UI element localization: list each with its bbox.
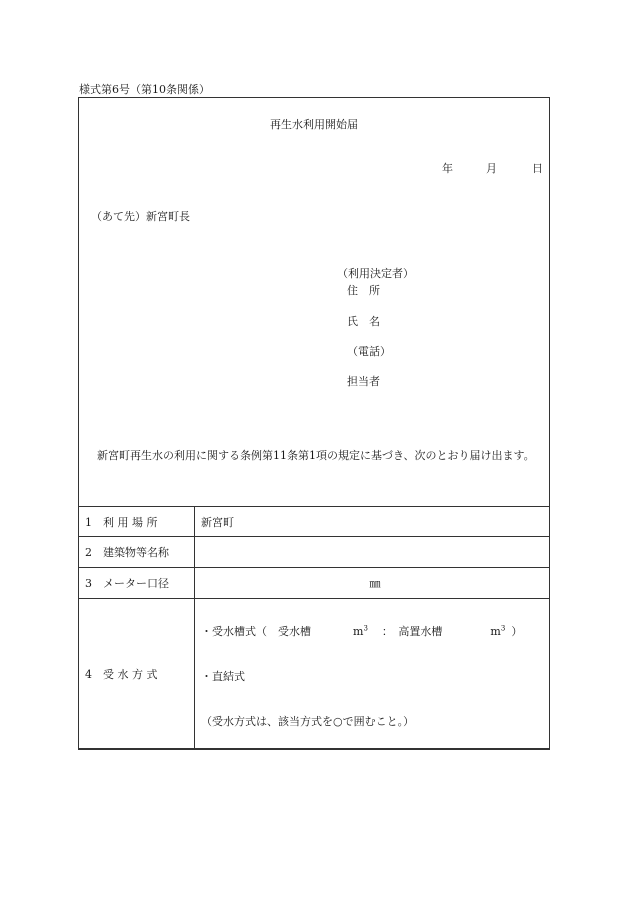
form-title: 再生水利用開始届 [270,118,358,131]
date-month: 月 [486,162,497,175]
row-label-meter: 3 メーター口径 [79,568,195,599]
tank-method-option[interactable] [201,623,522,639]
staff-label: 担当者 [347,375,380,388]
notification-form [78,97,550,749]
building-name-field[interactable] [195,537,550,568]
elevated-unit-sup: 3 [500,624,506,633]
tank-prefix: ・受水槽式（ 受水槽 [201,625,311,638]
row-label-building: 2 建築物等名称 [79,537,195,568]
details-table [78,506,550,750]
addressee: （あて先）新宮町長 [91,210,190,223]
date-day: 日 [532,162,543,175]
usage-location-field[interactable]: 新宮町 [195,507,550,537]
phone-label: （電話） [347,345,391,358]
table-row [79,568,550,599]
tank-close: ） [511,625,523,638]
statement: 新宮町再生水の利用に関する条例第11条第1項の規定に基づき、次のとおり届け出ます。 [97,449,535,462]
address-label: 住 所 [347,284,380,297]
name-label: 氏 名 [347,315,380,328]
row-label-location: 1 利 用 場 所 [79,507,195,537]
applicant-heading: （利用決定者） [337,267,414,280]
meter-size-field[interactable]: ㎜ [195,568,550,599]
tank-unit: m [353,625,364,638]
table-row [79,537,550,568]
date-year: 年 [442,162,453,175]
tank-unit-sup: 3 [363,624,368,633]
table-row [79,507,550,537]
tank-separator: ： 高置水槽 [381,625,443,638]
row-label-method: 4 受 水 方 式 [79,599,195,750]
date-line [442,160,543,176]
method-note: （受水方式は、該当方式を○で囲むこと。） [201,715,415,728]
elevated-unit: m [490,625,501,638]
direct-method-option[interactable]: ・直結式 [201,670,245,683]
table-row [79,599,550,750]
receiving-method-cell [195,599,550,750]
form-number: 様式第6号（第10条関係） [79,83,210,96]
